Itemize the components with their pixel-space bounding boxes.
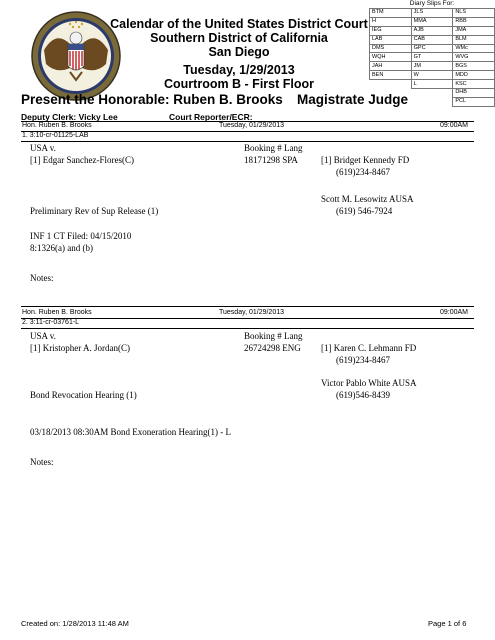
divider	[21, 131, 474, 132]
created-on: Created on: 1/28/2013 11:48 AM	[21, 619, 129, 628]
diary-slip-cell: H	[370, 17, 412, 26]
notes-label: Notes:	[30, 273, 54, 283]
diary-slip-cell: WQH	[370, 53, 412, 62]
case-note: 8:1326(a) and (b)	[30, 243, 93, 253]
diary-slip-cell: AJB	[411, 26, 453, 35]
presiding-judge: Present the Honorable: Ruben B. Brooks	[21, 92, 283, 107]
diary-slip-cell: KSC	[453, 80, 495, 89]
notes-label: Notes:	[30, 457, 54, 467]
ausa: Scott M. Lesowitz AUSA	[321, 194, 414, 204]
defendant: [1] Kristopher A. Jordan(C)	[30, 343, 130, 353]
case-time: 09:00AM	[440, 309, 469, 316]
diary-slip-cell: MDD	[453, 71, 495, 80]
diary-slips-row	[370, 9, 495, 18]
case-number: 1. 3:10-cr-01125-LAB	[22, 132, 89, 139]
diary-slip-cell: BLM	[453, 35, 495, 44]
city-name: San Diego	[208, 45, 270, 59]
defense-phone: (619)234-8467	[336, 167, 390, 177]
case-judge: Hon. Ruben B. Brooks	[22, 122, 92, 129]
diary-slip-cell: PCL	[453, 97, 495, 106]
diary-slip-cell: JLS	[411, 9, 453, 18]
diary-slip-cell: BEN	[370, 71, 412, 80]
diary-slip-cell: CAB	[411, 35, 453, 44]
divider	[21, 306, 474, 307]
district-name: Southern District of California	[150, 31, 328, 45]
diary-slip-cell: WMc	[453, 44, 495, 53]
defense-attorney: [1] Karen C. Lehmann FD	[321, 343, 417, 353]
ausa: Victor Pablo White AUSA	[321, 378, 417, 388]
case-note: 03/18/2013 08:30AM Bond Exoneration Hearing(1) - L	[30, 427, 231, 437]
diary-slip-cell: DHB	[453, 89, 495, 98]
diary-slips-row	[370, 80, 495, 89]
diary-slip-cell: JMA	[453, 26, 495, 35]
diary-slip-cell: JM	[411, 62, 453, 71]
calendar-date: Tuesday, 1/29/2013	[183, 63, 295, 77]
diary-slip-cell: GT	[411, 53, 453, 62]
diary-slip-cell: JAH	[370, 62, 412, 71]
judge-title: Magistrate Judge	[297, 92, 409, 107]
divider	[21, 141, 474, 142]
ausa-phone: (619) 546-7924	[336, 206, 393, 216]
courtroom: Courtroom B - First Floor	[164, 77, 314, 91]
diary-slip-cell: W	[411, 71, 453, 80]
booking-number: 18171298 SPA	[244, 155, 298, 165]
booking-header: Booking # Lang	[244, 331, 303, 341]
diary-slips-row	[370, 35, 495, 44]
diary-slips-title: Diary Slips For:	[409, 0, 455, 7]
case-date: Tuesday, 01/29/2013	[219, 309, 284, 316]
case-judge: Hon. Ruben B. Brooks	[22, 309, 92, 316]
diary-slip-cell: DMS	[370, 44, 412, 53]
page-number: Page 1 of 6	[428, 619, 467, 628]
diary-slip-cell: LAB	[370, 35, 412, 44]
hearing-type: Bond Revocation Hearing (1)	[30, 390, 137, 400]
divider	[21, 328, 474, 329]
diary-slip-cell	[370, 80, 412, 89]
defense-phone: (619)234-8467	[336, 355, 390, 365]
booking-number: 26724298 ENG	[244, 343, 301, 353]
diary-slip-cell: NLS	[453, 9, 495, 18]
diary-slips-row	[370, 62, 495, 71]
diary-slip-cell	[411, 89, 453, 98]
court-seal-logo	[30, 10, 122, 102]
defense-attorney: [1] Bridget Kennedy FD	[321, 155, 410, 165]
diary-slips-row	[370, 53, 495, 62]
diary-slip-cell: L	[411, 80, 453, 89]
plaintiff: USA v.	[30, 331, 56, 341]
diary-slips-row	[370, 17, 495, 26]
case-date: Tuesday, 01/29/2013	[219, 122, 284, 129]
hearing-type: Preliminary Rev of Sup Release (1)	[30, 206, 159, 216]
case-note: INF 1 CT Filed: 04/15/2010	[30, 231, 132, 241]
booking-header: Booking # Lang	[244, 143, 303, 153]
diary-slips-row	[370, 26, 495, 35]
case-time: 09:00AM	[440, 122, 469, 129]
court-reporter: Court Reporter/ECR:	[169, 112, 253, 122]
diary-slips-box	[369, 0, 495, 107]
diary-slip-cell: IEG	[370, 26, 412, 35]
diary-slip-cell	[411, 97, 453, 106]
diary-slip-cell: GPC	[411, 44, 453, 53]
diary-slip-cell: RBB	[453, 17, 495, 26]
diary-slips-row	[370, 44, 495, 53]
plaintiff: USA v.	[30, 143, 56, 153]
defendant: [1] Edgar Sanchez-Flores(C)	[30, 155, 134, 165]
ausa-phone: (619)546-8439	[336, 390, 390, 400]
diary-slip-cell: BGS	[453, 62, 495, 71]
divider	[21, 318, 474, 319]
diary-slip-cell: WVG	[453, 53, 495, 62]
deputy-clerk: Deputy Clerk: Vicky Lee	[21, 112, 118, 122]
diary-slip-cell: BTM	[370, 9, 412, 18]
calendar-title: Calendar of the United States District Court	[110, 17, 368, 31]
diary-slip-cell: MMA	[411, 17, 453, 26]
case-number: 2. 3:11-cr-03761-L	[22, 319, 80, 326]
diary-slips-row	[370, 71, 495, 80]
